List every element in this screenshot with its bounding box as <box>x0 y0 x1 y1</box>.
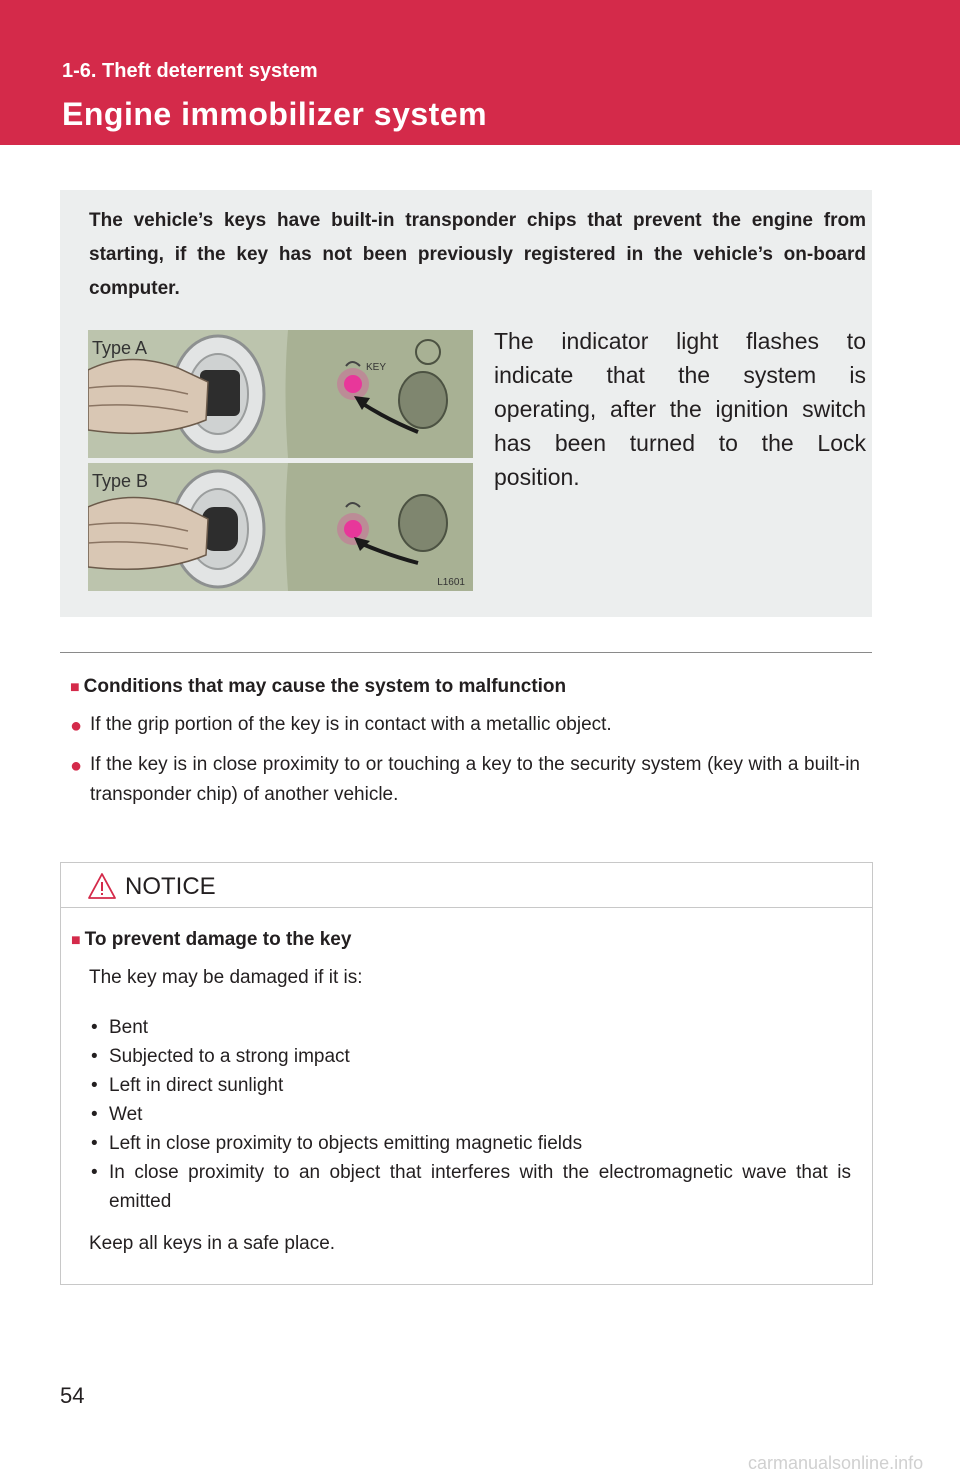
list-item: • Bent <box>89 1013 851 1042</box>
notice-header <box>61 863 872 908</box>
square-bullet-icon: ■ <box>71 932 81 949</box>
notice-box <box>60 862 873 1285</box>
round-bullet-icon: ● <box>70 755 83 777</box>
intro-box <box>60 190 872 617</box>
intro-text: The vehicle’s keys have built-in transponder chips that prevent the engine from starting, if the key has not been previously registered in the vehicle’s on-board computer. <box>89 210 866 299</box>
notice-subheading <box>71 929 351 951</box>
notice-lead: The key may be damaged if it is: <box>89 967 363 988</box>
condition-item <box>70 750 860 810</box>
warning-triangle-icon <box>87 871 117 901</box>
square-bullet-icon: ■ <box>70 679 80 696</box>
illustration-type-b <box>88 463 473 591</box>
type-a-label: Type A <box>92 338 148 358</box>
notice-list <box>89 1013 851 1216</box>
watermark: carmanualsonline.info <box>748 1453 924 1473</box>
notice-subheading-text: To prevent damage to the key <box>84 929 352 950</box>
condition-item-text: If the grip portion of the key is in contact with a metallic object. <box>90 714 612 735</box>
condition-item <box>70 710 860 740</box>
notice-label: NOTICE <box>125 873 216 900</box>
type-b-label: Type B <box>92 471 149 491</box>
divider <box>60 652 872 653</box>
illustration-code: L1601 <box>437 577 465 588</box>
conditions-heading-text: Conditions that may cause the system to malfunction <box>83 676 567 697</box>
conditions-heading <box>70 676 566 698</box>
condition-item-text: If the key is in close proximity to or touching a key to the security system (key with a built-in transponder chip) of another vehicle. <box>90 754 860 805</box>
list-item: • Subjected to a strong impact <box>89 1042 851 1071</box>
indicator-description: The indicator light flashes to indicate that the system is operating, after the ignition switch has been turned to the Lock position. <box>494 328 866 490</box>
chapter-header <box>0 0 960 145</box>
list-item: • Left in close proximity to objects emitting magnetic fields <box>89 1129 851 1158</box>
illustration-type-a <box>88 330 473 458</box>
list-item: • Wet <box>89 1100 851 1129</box>
page-number: 54 <box>60 1383 85 1408</box>
list-item: • In close proximity to an object that interferes with the electromagnetic wave that is emitted <box>89 1158 851 1216</box>
notice-closing: Keep all keys in a safe place. <box>89 1233 336 1254</box>
round-bullet-icon: ● <box>70 715 83 737</box>
key-indicator-label: KEY <box>366 362 387 373</box>
list-item: • Left in direct sunlight <box>89 1071 851 1100</box>
page-title: Engine immobilizer system <box>62 96 488 132</box>
section-label: 1-6. Theft deterrent system <box>62 60 318 82</box>
